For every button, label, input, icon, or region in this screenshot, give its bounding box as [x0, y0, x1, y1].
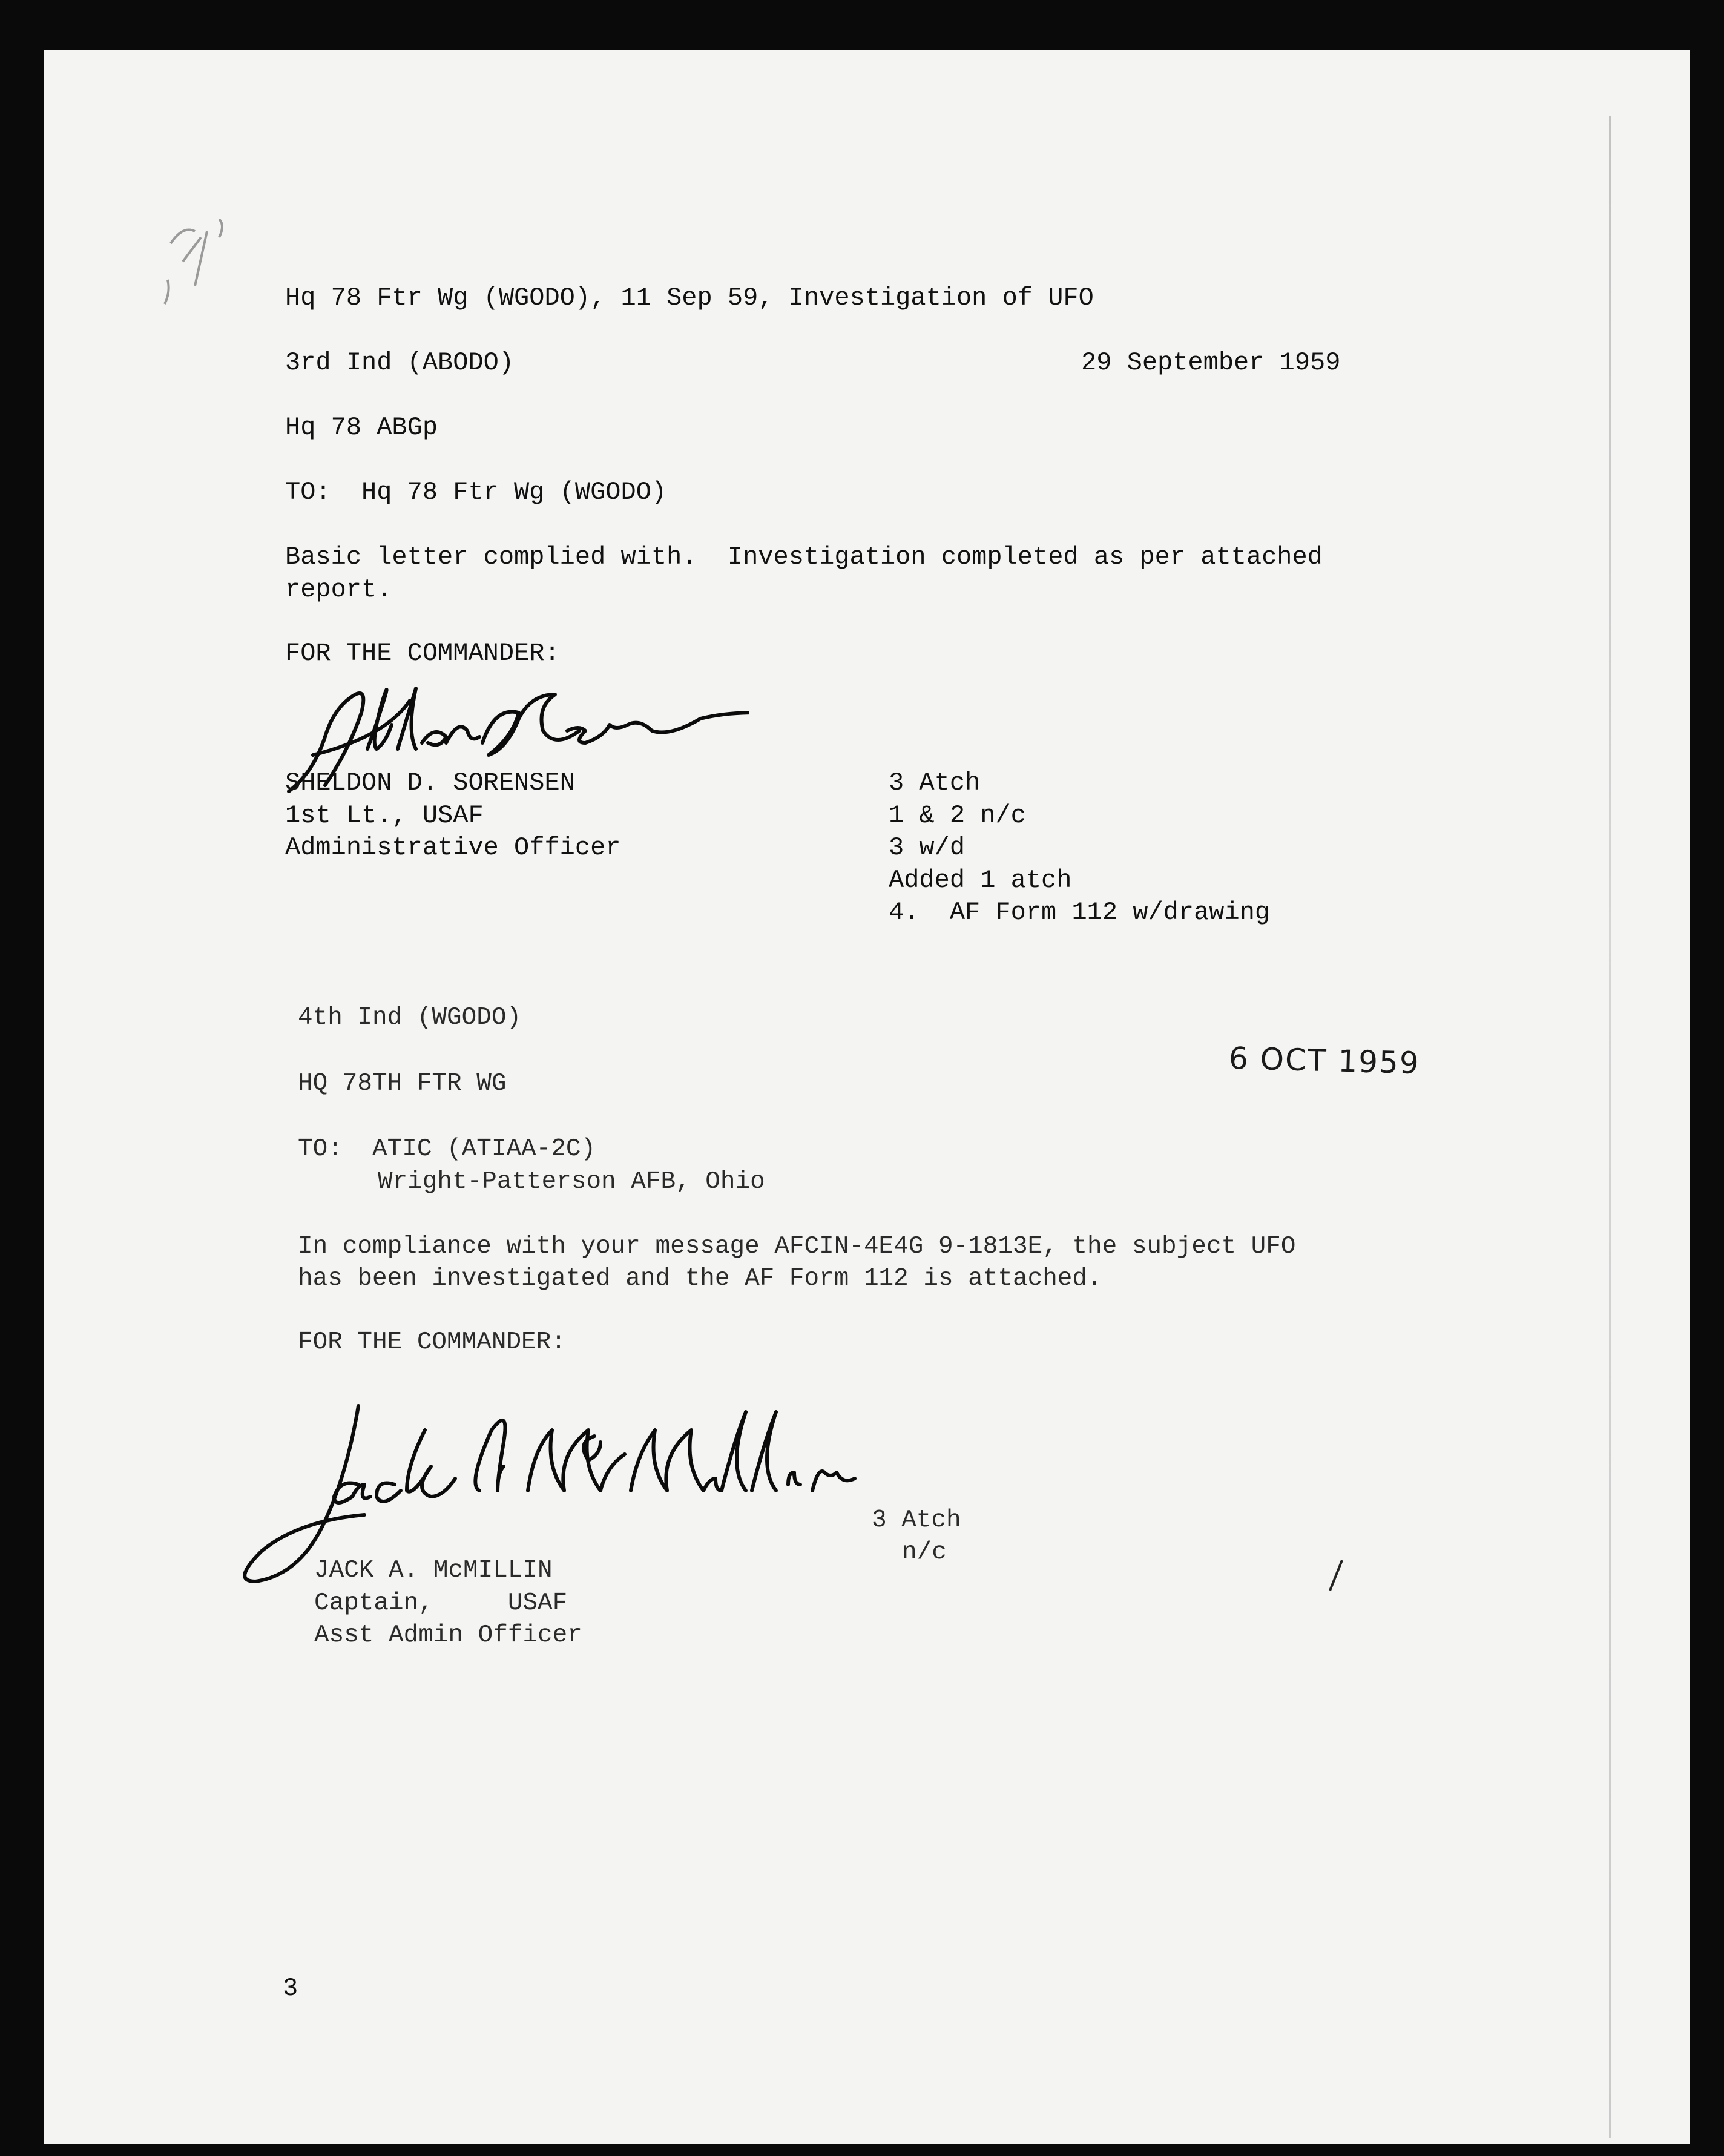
fourth-ind-signer-title: Asst Admin Officer — [314, 1621, 582, 1649]
fourth-ind-attachment: 3 Atch — [872, 1506, 961, 1534]
page-number: 3 — [283, 1974, 298, 2003]
document-page — [44, 50, 1690, 2144]
third-ind-attachment: 1 & 2 n/c — [889, 801, 1026, 830]
scan-fold-line — [1609, 116, 1611, 2138]
fourth-ind-from: HQ 78TH FTR WG — [298, 1070, 507, 1098]
third-ind-signer-title: Administrative Officer — [285, 833, 621, 862]
fourth-ind-title: 4th Ind (WGODO) — [298, 1004, 522, 1032]
third-ind-body-line2: report. — [285, 575, 392, 604]
third-ind-signer-rank: 1st Lt., USAF — [285, 801, 484, 830]
third-ind-signer-name: SHELDON D. SORENSEN — [285, 768, 575, 797]
fourth-ind-to-line1: TO: ATIC (ATIAA-2C) — [298, 1135, 596, 1163]
fourth-ind-date-stamp: 6 OCT 1959 — [1228, 1040, 1421, 1081]
third-ind-attachment: 3 w/d — [889, 833, 966, 862]
header-line: Hq 78 Ftr Wg (WGODO), 11 Sep 59, Investigation of UFO — [285, 283, 1094, 312]
fourth-ind-signer-name: JACK A. McMILLIN — [314, 1557, 553, 1584]
fourth-ind-to-line2: Wright-Patterson AFB, Ohio — [378, 1168, 765, 1196]
fourth-ind-attachment: n/c — [902, 1538, 947, 1566]
third-ind-attachment: 4. AF Form 112 w/drawing — [889, 898, 1271, 927]
third-ind-title: 3rd Ind (ABODO) — [285, 348, 515, 377]
third-ind-from: Hq 78 ABGp — [285, 413, 438, 442]
fourth-ind-body-line2: has been investigated and the AF Form 112 is attached. — [298, 1265, 1102, 1293]
pen-tick-icon — [1324, 1557, 1348, 1594]
fourth-ind-for-commander: FOR THE COMMANDER: — [298, 1328, 566, 1356]
corner-scribble-icon — [116, 171, 274, 328]
third-ind-for-commander: FOR THE COMMANDER: — [285, 639, 560, 668]
third-ind-attachment: 3 Atch — [889, 768, 981, 797]
third-ind-date: 29 September 1959 — [1081, 348, 1341, 377]
third-ind-attachment: Added 1 atch — [889, 866, 1072, 895]
fourth-ind-signer-rank: Captain, USAF — [314, 1589, 568, 1617]
third-ind-body-line1: Basic letter complied with. Investigation completed as per attached — [285, 542, 1323, 572]
fourth-ind-body-line1: In compliance with your message AFCIN-4E4G 9-1813E, the subject UFO — [298, 1233, 1296, 1261]
third-ind-to: TO: Hq 78 Ftr Wg (WGODO) — [285, 478, 667, 507]
